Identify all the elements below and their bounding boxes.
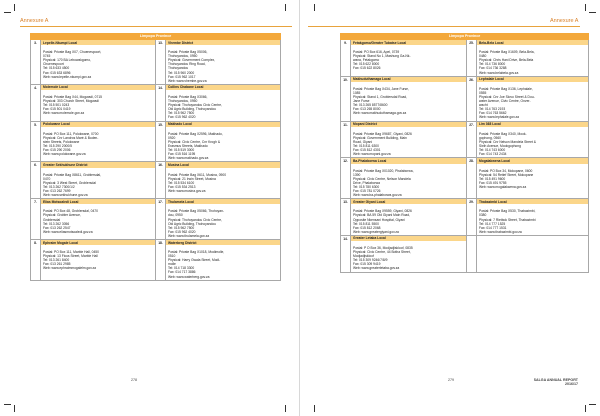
- municipality-entry: [351, 40, 467, 77]
- website-line: Web: www.greatergiyani.gov.za: [353, 229, 399, 234]
- table-row: [341, 40, 589, 77]
- municipality-name: Lim 368 Local: [477, 122, 588, 127]
- website-line: Web: www.waterberg.gov.za: [168, 274, 210, 279]
- website-line: Web: www.ba-phalaborwa.gov.za: [353, 192, 402, 197]
- contact-line: Postal: Private Bag X07, Chuenespoort,: [43, 50, 102, 55]
- contact-line: Postal: Private Bag X1018, Modimolle,: [168, 250, 225, 255]
- contact-line: 0480: [479, 54, 487, 59]
- municipality-entry: [41, 121, 156, 162]
- entry-number: 8.: [31, 239, 41, 280]
- entry-number: 13.: [341, 199, 351, 236]
- table-row: [341, 235, 589, 272]
- contact-line: Postal: Private Bag X8611, Groblersdal,: [43, 172, 102, 177]
- contact-line: 0470: [43, 176, 51, 181]
- table-row: [31, 239, 281, 280]
- footer-title-line: 2016/17: [565, 382, 578, 387]
- website-line: Web: www.thabazimbi.gov.za: [479, 229, 522, 234]
- website-line: Web: www.lepelle-nkumpi.gov.za: [43, 74, 92, 79]
- contact-line: Physical: Government Building, Main: [353, 135, 407, 140]
- contact-line: Road, Giyani: [353, 139, 373, 144]
- contact-line: Tel: 013 261 8400: [43, 258, 70, 263]
- contact-line: Tel: 014 736 8000: [479, 62, 506, 67]
- contact-line: Sixth Avenue, Mookgophong: [479, 144, 521, 149]
- contact-line: Fax: 015 781 0726: [353, 188, 381, 193]
- entry-number: 18.: [156, 239, 166, 280]
- annex-label: Annexure A: [550, 18, 579, 24]
- contact-line: Thohoyandou: [168, 66, 189, 71]
- contact-line: Physical: Stand No 1, Mashung Ga-Nk-: [353, 54, 411, 59]
- contact-line: Physical: Thohoyandou Civic Centre,: [168, 103, 222, 108]
- contact-line: Fax: 015 491 9755: [479, 180, 507, 185]
- municipality-entry: [477, 76, 589, 121]
- contact-line: Fax: 015 622 8026: [353, 66, 381, 71]
- contact-line: Physical: Cnr Landros Maré & Boden-: [43, 135, 99, 140]
- page-number: 279: [448, 378, 454, 382]
- contact-line: 0920: [168, 135, 176, 140]
- municipality-name: Waterberg District: [166, 240, 280, 245]
- contact-line: Fax: 013 262 2547: [43, 225, 71, 230]
- municipality-name: Greater Sekhukhune District: [41, 162, 155, 167]
- entry-number: 14.: [341, 235, 351, 272]
- contact-line: 0380: [479, 213, 487, 218]
- contact-line: Fax: 015 812 2068: [353, 225, 381, 230]
- contact-line: Groblersdal: [43, 217, 61, 222]
- contact-line: Thohoyandou, 0950: [168, 54, 198, 59]
- contact-line: Fax: 015 633 6896: [43, 70, 71, 75]
- entry-number: 9.: [341, 40, 351, 77]
- annex-label: Annexure A: [20, 18, 49, 24]
- municipality-entry: [166, 40, 281, 85]
- municipality-entry: [166, 239, 281, 280]
- municipality-entry: [351, 235, 467, 272]
- footer-report-title: [534, 378, 578, 387]
- contact-line: Physical: 7 Rietbok Street, Thabazimbi: [479, 217, 536, 222]
- website-line: Web: www.makhado.gov.za: [168, 156, 209, 161]
- contact-line: Postal: Private Bag X44, Mogwadi, 0715: [43, 95, 103, 100]
- contact-line: Tel: 015 811 6300: [353, 144, 379, 149]
- website-line: Web: www.mogalakwena.gov.za: [479, 184, 527, 189]
- municipality-name: Thabazimbi Local: [477, 199, 588, 204]
- contact-line: water Avenue, Civic Centre, Onver-: [479, 99, 531, 104]
- contact-line: 0555: [479, 91, 487, 96]
- province-heading: Limpopo Province: [31, 34, 281, 40]
- contact-line: Physical: Stand 1, Groblersdal Road,: [353, 95, 408, 100]
- contact-line: Postal: Private Bag X5066, Thohoyan-: [168, 209, 225, 214]
- entry-number: 27.: [467, 121, 477, 158]
- municipality-name: Makhuduthamaga Local: [351, 77, 466, 82]
- entry-number: 16.: [156, 162, 166, 199]
- entry-number: 26.: [467, 76, 477, 121]
- municipality-name: Polokwane Local: [41, 122, 155, 127]
- website-line: Web: www.makhuduthamaga.gov.za: [353, 111, 407, 116]
- contact-line: Postal: P O Box 36, Modjadjiskloof, 0835: [353, 246, 413, 251]
- municipality-name: Lepelle-Nkumpi Local: [41, 40, 155, 45]
- contact-line: Tel: 014 777 1525: [479, 221, 506, 226]
- table-row: [341, 158, 589, 199]
- contact-line: Fax: 014 717 3886: [168, 270, 196, 275]
- contact-line: Tel: 014 763 2193: [479, 107, 506, 112]
- table-row: [31, 84, 281, 121]
- municipality-name: Molemole Local: [41, 85, 155, 90]
- contact-line: Postal: Private Bag X9559, Giyani, 0826: [353, 209, 412, 214]
- province-heading: Limpopo Province: [341, 34, 589, 40]
- municipality-name: Mopani District: [351, 122, 466, 127]
- contact-line: Fax: 015 962 4020: [168, 229, 196, 234]
- table-row: [31, 40, 281, 85]
- contact-line: wana, Fetakgomo: [353, 58, 380, 63]
- page-number: 278: [131, 378, 137, 382]
- entry-number: 14.: [156, 84, 166, 121]
- municipality-name: Thulamela Local: [166, 199, 280, 204]
- entry-number: 12.: [341, 158, 351, 199]
- contact-line: Chuenespoort: [43, 62, 64, 67]
- entry-number: 17.: [156, 199, 166, 240]
- footer-title-line: SALGA ANNUAL REPORT: [533, 378, 578, 382]
- contact-line: Physical: 13 Ficus Street, Marble Hall: [43, 254, 98, 259]
- contact-line: stein Streets, Polokwane: [43, 139, 80, 144]
- contact-line: Fax: 015 516 1195: [168, 152, 196, 157]
- website-line: Web: www.ephraimmogalelm.gov.za: [43, 266, 97, 271]
- contact-line: dou, 0950: [168, 213, 183, 218]
- entry-number: 5.: [31, 121, 41, 162]
- website-line: Web: www.mopani.gov.za: [353, 152, 391, 157]
- contact-line: Fax: 015 962 1017: [168, 74, 196, 79]
- contact-line: Opposite Nkensani Hospital, Giyani: [353, 217, 405, 222]
- contact-line: Postal: Private Bag X611, Musina, 0900: [168, 172, 227, 177]
- table-row: [31, 121, 281, 162]
- table-row: [341, 76, 589, 121]
- contact-line: Postal: Private Bag X1609, Bela-Bela,: [479, 50, 535, 55]
- contact-line: Postal: Private Bag X9687, Giyani, 0826: [353, 131, 412, 136]
- municipality-name: Ephraim Mogale Local: [41, 240, 155, 245]
- municipality-name: Elias Motsoaledi Local: [41, 199, 155, 204]
- website-line: Web: www.belabela.gov.za: [479, 70, 519, 75]
- contact-line: Physical: 170 BA Lebowakgomo,: [43, 58, 92, 63]
- contact-line: Physical: 3 West Street, Groblersdal: [43, 180, 96, 185]
- municipality-name: Bela-Bela Local: [477, 40, 588, 45]
- contact-line: Physical: Civic Centre, Cnr Krogh &: [168, 139, 221, 144]
- municipality-name: Mogalakwena Local: [477, 158, 588, 163]
- contact-line: 0745: [43, 54, 51, 59]
- contact-line: Physical: Government Complex,: [168, 58, 216, 63]
- municipality-entry: [166, 199, 281, 240]
- contact-line: Fax: 014 777 1531: [479, 225, 507, 230]
- website-line: Web: www.molemole.gov.za: [43, 111, 85, 116]
- contact-line: Tel: 015 622 8000: [353, 62, 380, 67]
- contact-line: Tel: 014 743 6000: [479, 148, 506, 153]
- contact-line: Tel: 013 265 8577/8600: [353, 103, 388, 108]
- contact-line: Tel: 013 262 3056: [43, 221, 70, 226]
- entry-number: [467, 235, 477, 272]
- municipality-entry: [351, 76, 467, 121]
- contact-line: Fax: 014 743 2434: [479, 152, 507, 157]
- contact-line: Old Agric Building, Thohoyandou: [168, 107, 216, 112]
- contact-line: Tel: 015 960 2000: [168, 70, 195, 75]
- municipality-directory-table: [30, 33, 281, 281]
- municipality-entry: [41, 40, 156, 85]
- municipality-entry: [477, 121, 589, 158]
- municipality-name: Greater Giyani Local: [351, 199, 466, 204]
- entry-number: 7.: [31, 199, 41, 240]
- contact-line: Thohoyandou, 0950: [168, 99, 198, 104]
- contact-line: Tel: 014 718 3300: [168, 266, 195, 271]
- entry-number: 10.: [341, 76, 351, 121]
- contact-line: Postal: PO Box 34, Mokopane, 0600: [479, 168, 533, 173]
- contact-line: Fax: 015 962 4020: [168, 115, 196, 120]
- contact-line: Physical: 21 Irwin Street, Musina: [168, 176, 216, 181]
- website-line: Web: www.polokwane.gov.za: [43, 152, 86, 157]
- municipality-entry: [351, 158, 467, 199]
- table-row: [31, 162, 281, 199]
- contact-line: Postal: Private Bag X434, Jane Furse,: [353, 87, 409, 92]
- municipality-entry: [351, 121, 467, 158]
- contact-line: Old Agric Building, Thohoyandou: [168, 221, 216, 226]
- contact-line: Fax: 015 534 2513: [168, 184, 196, 189]
- municipality-entry: [477, 158, 589, 199]
- website-line: Web: www.thulamela.gov.za: [168, 233, 210, 238]
- contact-line: Physical: Cnr Nelson Mandela Street &: [479, 139, 536, 144]
- contact-line: Postal: Private Bag X5006,: [168, 50, 208, 55]
- contact-line: Postal: PO Box 111, Marble Hall, 0450: [43, 250, 99, 255]
- contact-line: Tel: 015 534 6100: [168, 180, 195, 185]
- contact-line: Physical: Harry Gwala Street, Modi-: [168, 258, 221, 263]
- annex-rule: [20, 26, 292, 27]
- table-row: [341, 121, 589, 158]
- municipality-entry: [477, 235, 589, 272]
- contact-line: Postal: Private Bag X3066,: [168, 95, 208, 100]
- table-row: [341, 199, 589, 236]
- contact-line: Tel: 015 519 3000: [168, 148, 195, 153]
- contact-line: Fax: 013 265 8000: [353, 107, 381, 112]
- contact-line: Tel: 015 633 4500: [43, 66, 70, 71]
- entry-number: 25.: [467, 40, 477, 77]
- contact-line: Tel: 015 811 5500: [353, 221, 379, 226]
- contact-line: Tel: 015 962 7500: [168, 225, 195, 230]
- contact-line: Postal: Private Bag X136, Lephalale,: [479, 87, 533, 92]
- contact-line: Fax: 015 309 9419: [353, 262, 381, 267]
- contact-line: Postal: PO Box 111, Polokwane, 0700: [43, 131, 99, 136]
- entry-number: 3.: [31, 40, 41, 85]
- entry-number: 15.: [156, 121, 166, 162]
- municipality-name: Collins Chabane Local: [166, 85, 280, 90]
- contact-line: Physical: Civic Centre, 44 Botha Street,: [353, 250, 411, 255]
- municipality-entry: [477, 199, 589, 236]
- municipality-entry: [351, 199, 467, 236]
- municipality-entry: [41, 84, 156, 121]
- municipality-entry: [41, 239, 156, 280]
- contact-line: Fax: 014 763 5662: [479, 111, 507, 116]
- contact-line: 0510: [168, 254, 176, 259]
- website-line: Web: www.eliasmotsoaledi.gov.za: [43, 229, 93, 234]
- contact-line: Fax: 015 290 2006: [43, 148, 71, 153]
- contact-line: Fax: 015 812 4301: [353, 148, 381, 153]
- contact-line: Physical: Grobler Avenue,: [43, 213, 81, 218]
- municipality-entry: [166, 121, 281, 162]
- contact-line: molle: [168, 262, 176, 267]
- contact-line: Jane Furse: [353, 99, 370, 104]
- municipality-entry: [477, 40, 589, 77]
- website-line: Web: www.vhembe.gov.za: [168, 78, 207, 83]
- right-page: [300, 0, 600, 416]
- municipality-name: Vhembe District: [166, 40, 280, 45]
- contact-line: Postal: PO Box 616, Apel, 0739: [353, 50, 400, 55]
- entry-number: 11.: [341, 121, 351, 158]
- entry-number: 13.: [156, 40, 166, 85]
- contact-line: Postal: Private Bag X2596, Makhado,: [168, 131, 223, 136]
- municipality-entry: [166, 162, 281, 199]
- contact-line: Tel: 015 780 6300: [353, 184, 380, 189]
- contact-line: Fax: 013 262 7699: [43, 188, 71, 193]
- contact-line: Physical: Cnr Joe Slovo Street & Dou-: [479, 95, 535, 100]
- contact-line: Physical: BA 59 Old Giyani Main Road,: [353, 213, 410, 218]
- contact-line: Postal: PO Box 48, Groblersdal, 0470: [43, 209, 98, 214]
- municipality-entry: [41, 199, 156, 240]
- website-line: Web: www.greaterletaba.gov.za: [353, 266, 400, 271]
- website-line: Web: www.musina.gov.za: [168, 188, 206, 193]
- contact-line: Physical: Civic Centre, Nelson Mandela: [353, 176, 411, 181]
- municipality-name: Greater Letaba Local: [351, 236, 466, 241]
- municipality-name: Ba-Phalaborwa Local: [351, 158, 466, 163]
- contact-line: Physical: 303 Church Street, Mogwadi: [43, 99, 99, 104]
- contact-line: Tel: 015 309 9246/7/8/9: [353, 258, 388, 263]
- contact-line: Tel: 015 962 7500: [168, 111, 195, 116]
- contact-line: Postal: Private Bag X340, Mook-: [479, 131, 527, 136]
- municipality-name: Lephalale Local: [477, 77, 588, 82]
- contact-line: Physical: 54 Retief Street, Mokopane: [479, 172, 534, 177]
- contact-line: Postal: Private Bag X01020, Phalaborwa,: [353, 168, 414, 173]
- contact-line: Physical: Thohoyandou Civic Centre,: [168, 217, 222, 222]
- municipality-directory-table: [340, 33, 589, 273]
- website-line: Web: www.sekhukhune.gov.za: [43, 192, 88, 197]
- contact-line: Tel: 015 501 0243: [43, 103, 70, 108]
- municipality-entry: [41, 162, 156, 199]
- entry-number: 6.: [31, 162, 41, 199]
- entry-number: 28.: [467, 158, 477, 199]
- contact-line: Fax: 015 501 0419: [43, 107, 71, 112]
- contact-line: Tel: 015 491 9600: [479, 176, 506, 181]
- municipality-name: Makhado Local: [166, 122, 280, 127]
- contact-line: 1085: [353, 91, 361, 96]
- contact-line: Drive, Phalaborwa: [353, 180, 380, 185]
- table-row: [31, 199, 281, 240]
- contact-line: wacht: [479, 103, 488, 108]
- contact-line: Thohoyandou Ring Road,: [168, 62, 206, 67]
- entry-number: 4.: [31, 84, 41, 121]
- contact-line: Tel: 015 290 2000/5: [43, 144, 72, 149]
- contact-line: Physical: Chris Hani Drive, Bela-Bela: [479, 58, 534, 63]
- contact-line: Fax: 014 736 3288: [479, 66, 507, 71]
- contact-line: Postal: Private Bag X530, Thabazimbi,: [479, 209, 536, 214]
- contact-line: Fax: 013 261 2985: [43, 262, 71, 267]
- annex-rule: [308, 26, 580, 27]
- municipality-entry: [166, 84, 281, 121]
- contact-line: gophong, 0560: [479, 135, 502, 140]
- contact-line: Erasmus Streets, Makhado: [168, 144, 208, 149]
- website-line: Web: www.lephalale.gov.za: [479, 115, 520, 120]
- contact-line: 1390: [353, 172, 361, 177]
- contact-line: Modjadjiskloof: [353, 254, 374, 259]
- municipality-name: Fetakgomo/Greater Tubatse Local: [351, 40, 466, 45]
- contact-line: Tel: 013 262 7300/1/2: [43, 184, 75, 189]
- entry-number: 29.: [467, 199, 477, 236]
- municipality-name: Musina Local: [166, 162, 280, 167]
